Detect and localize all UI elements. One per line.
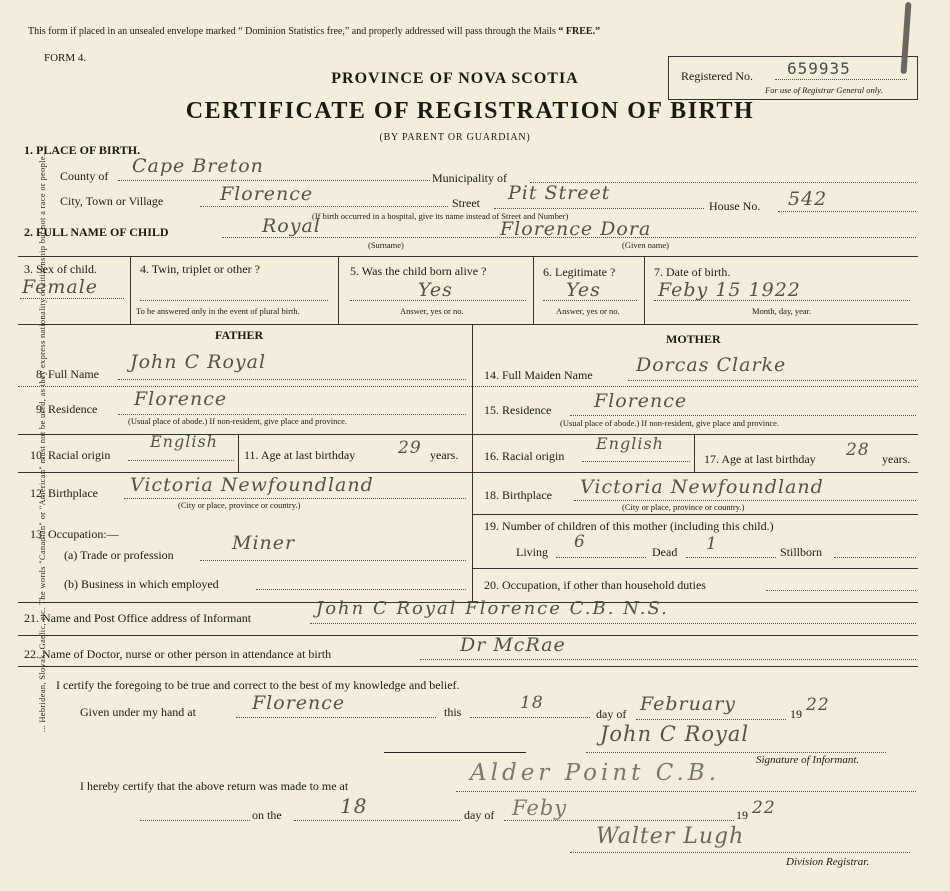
legitimate-value: Yes bbox=[566, 279, 601, 301]
mother-age-label: 17. Age at last birthday bbox=[704, 452, 816, 466]
street-label: Street bbox=[452, 196, 480, 210]
informant-label: 21. Name and Post Office address of Informant bbox=[24, 611, 252, 625]
registrar-on-the-label: on the bbox=[252, 808, 282, 822]
municipality-label: Municipality of bbox=[432, 171, 507, 185]
county-value: Cape Breton bbox=[132, 155, 264, 177]
children-living-label: Living bbox=[516, 545, 548, 559]
postal-note bbox=[28, 26, 600, 37]
form-number: FORM 4. bbox=[44, 52, 87, 64]
father-name-label: 8. Full Name bbox=[36, 367, 99, 381]
mother-name-label: 14. Full Maiden Name bbox=[484, 368, 593, 382]
father-birthplace-label: 12. Birthplace bbox=[30, 486, 98, 500]
side-margin-note: ... Hebridean, Slovak, Gaelic, etc. The words "Canadian" or "American" must not be used, as they express nationality or citizenship but not a race or people. bbox=[37, 153, 47, 733]
registered-number-note: For use of Registrar General only. bbox=[765, 85, 883, 95]
house-number-label: House No. bbox=[709, 199, 761, 213]
doctor-label: 22. Name of Doctor, nurse or other person in attendance at birth bbox=[24, 647, 332, 661]
registrar-day-value: 18 bbox=[340, 794, 368, 818]
registrar-year-value: 22 bbox=[752, 798, 776, 818]
city-label: City, Town or Village bbox=[60, 194, 164, 208]
child-name-heading: 2. FULL NAME OF CHILD bbox=[24, 225, 169, 239]
given-name-label: (Given name) bbox=[622, 240, 669, 250]
father-trade-label: (a) Trade or profession bbox=[64, 548, 174, 562]
twin-note: To be answered only in the event of plural birth. bbox=[136, 306, 300, 316]
registered-number-label: Registered No. bbox=[681, 69, 753, 83]
registrar-place-value: Alder Point C.B. bbox=[470, 760, 721, 786]
father-years-label: years. bbox=[430, 448, 459, 462]
given-this-label: this bbox=[444, 705, 462, 719]
sex-label: 3. Sex of child. bbox=[24, 262, 97, 276]
house-number-value: 542 bbox=[788, 188, 828, 210]
informant-value: John C Royal Florence C.B. N.S. bbox=[316, 598, 669, 619]
mother-birthplace-note: (City or place, province or country.) bbox=[622, 502, 745, 512]
father-birthplace-note: (City or place, province or country.) bbox=[178, 500, 301, 510]
registered-number-box bbox=[668, 56, 918, 100]
born-alive-value: Yes bbox=[418, 279, 453, 301]
stillborn-label: Stillborn bbox=[780, 545, 823, 559]
father-name-value: John C Royal bbox=[130, 351, 267, 373]
mother-age-value: 28 bbox=[846, 440, 870, 460]
father-residence-value: Florence bbox=[134, 388, 228, 410]
certificate-subtitle: (BY PARENT OR GUARDIAN) bbox=[379, 132, 531, 143]
born-alive-label: 5. Was the child born alive ? bbox=[350, 264, 487, 278]
mother-racial-value: English bbox=[596, 434, 664, 453]
given-day-value: 18 bbox=[520, 693, 544, 713]
mother-years-label: years. bbox=[882, 452, 911, 466]
city-value: Florence bbox=[220, 183, 314, 205]
registered-number-value: 659935 bbox=[787, 59, 851, 78]
registrar-signature-label: Division Registrar. bbox=[786, 856, 870, 868]
postal-note-text: This form if placed in an unsealed envelope marked “ Dominion Statistics free,” and properly addressed will pass through the Mails bbox=[28, 26, 556, 37]
certificate-title: CERTIFICATE OF REGISTRATION OF BIRTH bbox=[185, 98, 755, 124]
children-living-value: 6 bbox=[574, 532, 586, 552]
certify-statement: I certify the foregoing to be true and correct to the best of my knowledge and belief. bbox=[56, 678, 460, 692]
mother-racial-label: 16. Racial origin bbox=[484, 449, 565, 463]
legitimate-label: 6. Legitimate ? bbox=[543, 265, 616, 279]
mother-birthplace-label: 18. Birthplace bbox=[484, 488, 552, 502]
mother-name-value: Dorcas Clarke bbox=[636, 354, 787, 376]
given-at-place: Florence bbox=[252, 692, 346, 714]
father-racial-label: 10. Racial origin bbox=[30, 448, 111, 462]
date-of-birth-value: Feby 15 1922 bbox=[658, 279, 801, 301]
mother-residence-label: 15. Residence bbox=[484, 403, 552, 417]
hospital-note: (If birth occurred in a hospital, give its name instead of Street and Number) bbox=[312, 211, 569, 221]
registrar-certify-statement: I hereby certify that the above return was made to me at bbox=[80, 779, 349, 793]
date-of-birth-label: 7. Date of birth. bbox=[654, 265, 731, 279]
province-heading: PROVINCE OF NOVA SCOTIA bbox=[331, 70, 579, 87]
postal-note-free: “ FREE.” bbox=[558, 26, 601, 37]
informant-signature-label: Signature of Informant. bbox=[756, 754, 860, 766]
registrar-day-of-label: day of bbox=[464, 808, 495, 822]
doctor-value: Dr McRae bbox=[460, 634, 566, 656]
given-day-of-label: day of bbox=[596, 707, 627, 721]
children-dead-value: 1 bbox=[706, 534, 718, 554]
registrar-year-prefix: 19 bbox=[736, 808, 748, 822]
date-of-birth-note: Month, day, year. bbox=[752, 306, 812, 316]
given-at-label: Given under my hand at bbox=[80, 705, 196, 719]
father-trade-value: Miner bbox=[232, 532, 296, 554]
father-age-value: 29 bbox=[398, 438, 422, 458]
mother-residence-value: Florence bbox=[594, 390, 688, 412]
born-alive-note: Answer, yes or no. bbox=[400, 306, 464, 316]
informant-signature: John C Royal bbox=[600, 722, 750, 746]
child-surname-value: Royal bbox=[262, 215, 321, 237]
children-dead-label: Dead bbox=[652, 545, 678, 559]
registrar-month-value: Feby bbox=[512, 796, 568, 820]
mother-occupation-label: 20. Occupation, if other than household duties bbox=[484, 578, 706, 592]
father-business-label: (b) Business in which employed bbox=[64, 577, 219, 591]
father-heading: FATHER bbox=[215, 328, 264, 342]
mother-birthplace-value: Victoria Newfoundland bbox=[580, 476, 824, 498]
children-count-label: 19. Number of children of this mother (including this child.) bbox=[484, 519, 774, 533]
mother-residence-note: (Usual place of abode.) If non-resident, give place and province. bbox=[560, 418, 780, 428]
twin-label: 4. Twin, triplet or other ? bbox=[140, 262, 260, 276]
father-occupation-label: 13. Occupation:— bbox=[30, 527, 119, 541]
mother-heading: MOTHER bbox=[666, 332, 721, 346]
father-residence-label: 9. Residence bbox=[36, 402, 98, 416]
legitimate-note: Answer, yes or no. bbox=[556, 306, 620, 316]
street-value: Pit Street bbox=[508, 182, 611, 204]
father-age-label: 11. Age at last birthday bbox=[244, 448, 356, 462]
sex-value: Female bbox=[22, 276, 99, 298]
child-given-name-value: Florence Dora bbox=[500, 218, 652, 240]
county-label: County of bbox=[60, 169, 109, 183]
registrar-signature: Walter Lugh bbox=[596, 824, 745, 849]
father-racial-value: English bbox=[150, 432, 218, 451]
given-year-prefix: 19 bbox=[790, 707, 802, 721]
place-of-birth-heading: 1. PLACE OF BIRTH. bbox=[24, 143, 141, 157]
surname-label: (Surname) bbox=[368, 240, 404, 250]
given-month-value: February bbox=[640, 693, 737, 715]
father-birthplace-value: Victoria Newfoundland bbox=[130, 474, 374, 496]
given-year-value: 22 bbox=[806, 695, 830, 715]
father-residence-note: (Usual place of abode.) If non-resident, give place and province. bbox=[128, 416, 348, 426]
